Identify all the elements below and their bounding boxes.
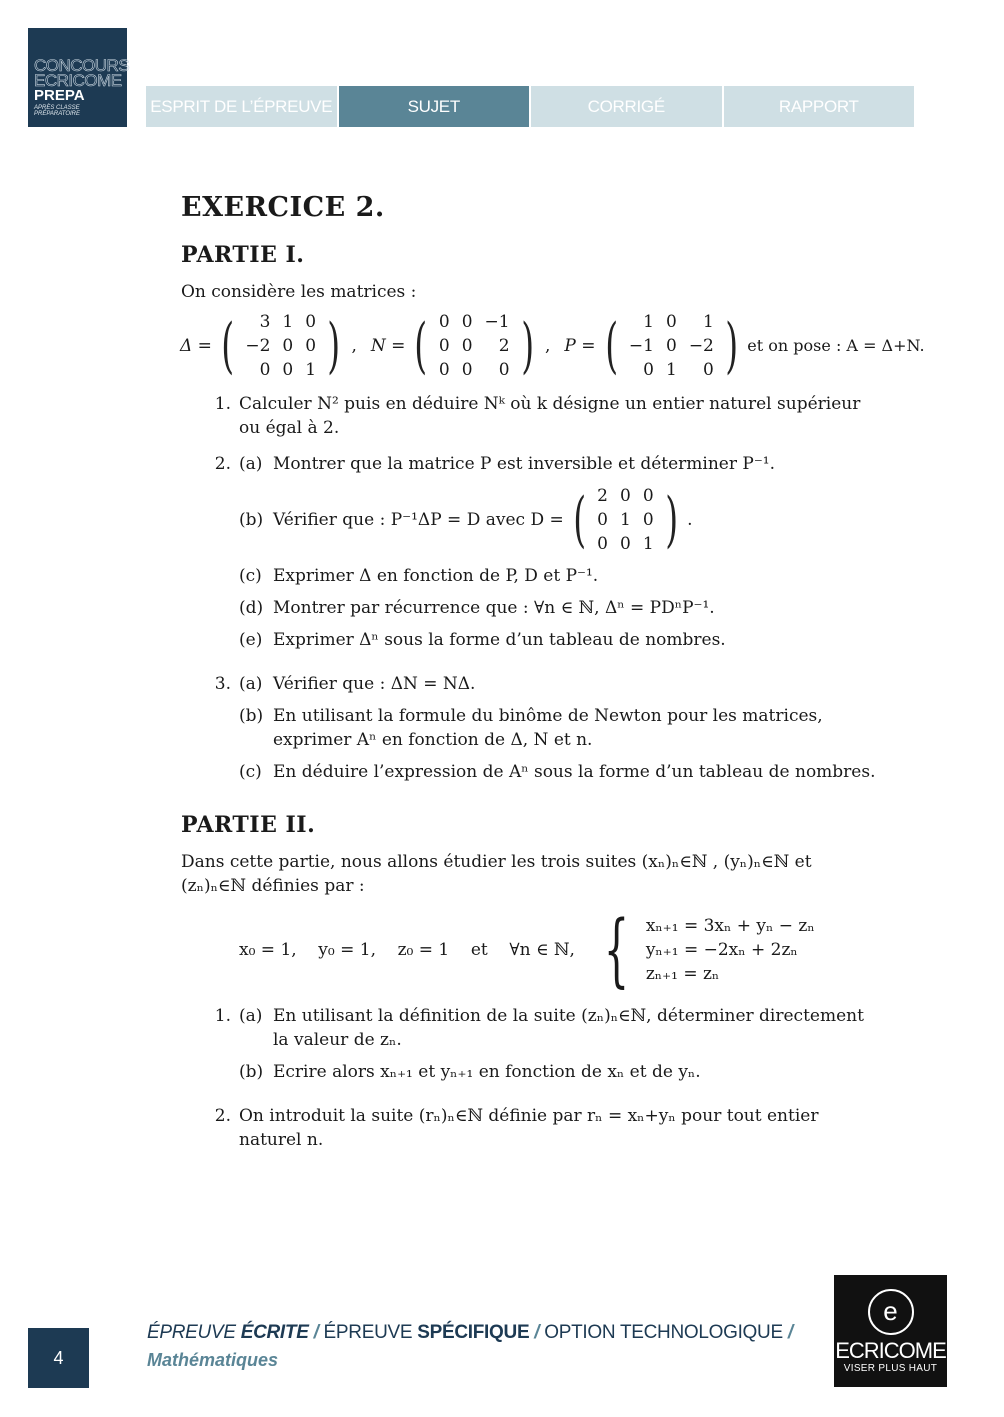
p-matrix: ( 1 0 1 −1 0 −2 0 1 0 ): [604, 311, 739, 381]
q3a-text: Vérifier que : ΔN = NΔ.: [273, 674, 476, 694]
matrix-definitions: Δ = ( 3 1 0 −2 0 0 0 0 1 ) , N = ( 0 0 −1 0 0 2 0 0 0 ) , P = ( 1 0 1 −1 0 −2 0 1 0 ) et on pose : A = Δ+N.: [180, 311, 925, 381]
section-tabs: [146, 86, 914, 127]
n-label: N =: [370, 336, 406, 356]
delta-matrix: ( 3 1 0 −2 0 0 0 0 1 ): [221, 311, 341, 381]
tab-esprit[interactable]: ESPRIT DE L’ÉPREUVE: [146, 86, 337, 127]
part-2-intro: Dans cette partie, nous allons étudier les trois suites (xₙ)ₙ∈ℕ , (yₙ)ₙ∈ℕ et (zₙ)ₙ∈ℕ définies par :: [181, 852, 812, 896]
ecricome-e-icon: e: [868, 1289, 914, 1335]
delta-label: Δ =: [180, 336, 212, 356]
concours-logo: [28, 28, 130, 127]
part-2-question-1: 1. (a) En utilisant la définition de la suite (zₙ)ₙ∈ℕ, déterminer directement la valeur de zₙ. (b) Ecrire alors xₙ₊₁ et yₙ₊₁ en fonction de xₙ et de yₙ.: [181, 1004, 881, 1092]
q2d-text: Montrer par récurrence que : ∀n ∈ ℕ, Δⁿ = PDⁿP⁻¹.: [273, 598, 715, 618]
system-line-3: zₙ₊₁ = zₙ: [645, 964, 720, 984]
d-matrix: ( 2 0 0 0 1 0 0 0 1 ): [573, 485, 678, 555]
tab-rapport[interactable]: RAPPORT: [724, 86, 915, 127]
part-2-heading: PARTIE II.: [181, 812, 316, 838]
p2q2-text: On introduit la suite (rₙ)ₙ∈ℕ définie par rₙ = xₙ+yₙ pour tout entier naturel n.: [239, 1106, 819, 1150]
q2a-text: Montrer que la matrice P est inversible et déterminer P⁻¹.: [273, 454, 776, 474]
logo-line-1: CONCOURS: [34, 56, 130, 75]
subject-name: Mathématiques: [147, 1350, 279, 1370]
question-1-text: Calculer N² puis en déduire Nᵏ où k désigne un entier naturel supérieur ou égal à 2.: [239, 394, 861, 438]
q2e-text: Exprimer Δⁿ sous la forme d’un tableau de nombres.: [273, 630, 726, 650]
page-number: 4: [28, 1328, 89, 1388]
q3c-text: En déduire l’expression de Aⁿ sous la forme d’un tableau de nombres.: [273, 762, 876, 782]
p2q1a-text: En utilisant la définition de la suite (zₙ)ₙ∈ℕ, déterminer directement la valeur de zₙ.: [273, 1006, 864, 1050]
tab-corrige[interactable]: CORRIGÉ: [531, 86, 722, 127]
system-line-2: yₙ₊₁ = −2xₙ + 2zₙ: [645, 940, 798, 960]
exercise-title: EXERCICE 2.: [181, 192, 385, 223]
initial-conditions: x₀ = 1, y₀ = 1, z₀ = 1 et ∀n ∈ ℕ,: [239, 940, 575, 960]
p2q1b-text: Ecrire alors xₙ₊₁ et yₙ₊₁ en fonction de xₙ et de yₙ.: [273, 1062, 701, 1082]
exercise-content: [180, 190, 925, 1164]
question-2: 2. (a) Montrer que la matrice P est inversible et déterminer P⁻¹. (b) Vérifier que : P⁻¹ΔP = D avec D = ( 2 0 0 0 1 0 0 0 1 ) . (c) Exprimer Δ en fonction de P, D et P⁻¹. (d) Montrer par récurrence que : ∀n ∈ ℕ, Δⁿ = PDⁿP⁻¹. (e) Exprimer Δⁿ sous la forme d’un tableau de nombres.: [181, 452, 881, 660]
part-2-question-2: 2. On introduit la suite (rₙ)ₙ∈ℕ définie par rₙ = xₙ+yₙ pour tout entier naturel n.: [181, 1104, 881, 1152]
matrix-tail: et on pose : A = Δ+N.: [747, 336, 925, 355]
brand-tagline: VISER PLUS HAUT: [843, 1363, 938, 1374]
logo-line-4: APRÈS CLASSE PRÉPARATOIRE: [34, 105, 81, 117]
n-matrix: ( 0 0 −1 0 0 2 0 0 0 ): [414, 311, 534, 381]
logo-line-2: ECRICOME: [34, 71, 122, 90]
recurrence-system: x₀ = 1, y₀ = 1, z₀ = 1 et ∀n ∈ ℕ, { xₙ₊₁ = 3xₙ + yₙ − zₙ yₙ₊₁ = −2xₙ + 2zₙ zₙ₊₁ = zₙ: [239, 903, 815, 996]
q3b-text: En utilisant la formule du binôme de Newton pour les matrices, exprimer Aⁿ en fonction de Δ, N et n.: [273, 706, 823, 750]
system-line-1: xₙ₊₁ = 3xₙ + yₙ − zₙ: [645, 916, 815, 936]
q2c-text: Exprimer Δ en fonction de P, D et P⁻¹.: [273, 566, 599, 586]
exam-type-line: ÉPREUVE ÉCRITE / ÉPREUVE SPÉCIFIQUE / OPTION TECHNOLOGIQUE /: [147, 1322, 793, 1343]
tab-sujet[interactable]: SUJET: [339, 86, 530, 127]
question-1: 1. Calculer N² puis en déduire Nᵏ où k désigne un entier naturel supérieur ou égal à 2.: [181, 392, 881, 440]
brand-name: ECRICOME: [835, 1338, 946, 1363]
ecricome-brand-logo: [834, 1275, 947, 1387]
part-1-intro: On considère les matrices :: [181, 282, 417, 302]
logo-line-3: PREPA: [34, 87, 85, 104]
q2b-text: Vérifier que : P⁻¹ΔP = D avec D =: [273, 510, 564, 530]
part-1-heading: PARTIE I.: [181, 242, 305, 268]
question-3: 3. (a) Vérifier que : ΔN = NΔ. (b) En utilisant la formule du binôme de Newton pour les matrices, exprimer Aⁿ en fonction de Δ, N et n. (c) En déduire l’expression de Aⁿ sous la forme d’un tableau de nombres.: [181, 672, 881, 792]
p-label: P =: [564, 336, 596, 356]
